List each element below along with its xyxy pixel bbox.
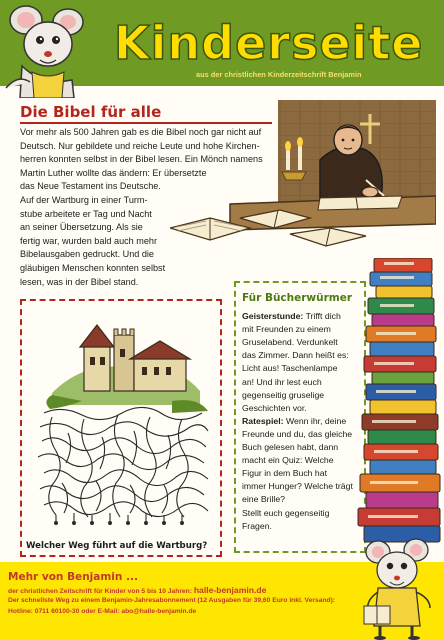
article-line: gläubigen Menschen konnten selbst bbox=[20, 263, 166, 273]
bookworm-line: Freunde und du, das gleiche bbox=[242, 428, 353, 439]
bookworm-line: Geisterstunde: Trifft dich bbox=[242, 311, 341, 321]
maze-caption: Welcher Weg führt auf die Wartburg? bbox=[26, 541, 208, 551]
footer-hotline-line: Hotline: 0711 60100-30 oder E-Mail: abo@halle-benjamin.de bbox=[8, 608, 197, 615]
article-line: Martin Luther wollte das ändern: Er übersetzte bbox=[20, 167, 207, 178]
bookworm-line: immer Hunger? Welche trägt bbox=[242, 481, 353, 492]
footer-title: Mehr von Benjamin ... bbox=[8, 571, 138, 583]
footer-subscription-line: Der schnellste Weg zu einem Benjamin-Jahresabonnement (12 Ausgaben für 39,60 Euro inkl. Versand): bbox=[8, 597, 336, 604]
bookworm-title: Für Bücherwürmer bbox=[242, 292, 353, 304]
bookworm-line: Figur in dem Buch hat bbox=[242, 468, 327, 479]
article-line: Bibelausgaben gedruckt. Und die bbox=[20, 249, 154, 260]
maze-puzzle bbox=[20, 299, 222, 557]
bookworm-line: macht ein Quiz: Welche bbox=[242, 455, 334, 466]
bookworm-line: das Zimmer. Dann heißt es: bbox=[242, 350, 349, 361]
bookworm-line: Stellt euch gegenseitig bbox=[242, 507, 330, 518]
article-line: lesen, was in der Bibel stand. bbox=[20, 276, 139, 287]
bookworm-line: Ratespiel: Wenn ihr, deine bbox=[242, 415, 347, 426]
article-line: herren konnten selbst in der Bibel lesen. Ein Mönch namens bbox=[20, 154, 263, 165]
mouse-reading-icon bbox=[360, 536, 440, 640]
bookworm-line: eine Brille? bbox=[242, 494, 285, 505]
website-link[interactable]: halle-benjamin.de bbox=[193, 585, 267, 595]
article-line: stube arbeitete er Tag und Nacht bbox=[20, 208, 152, 219]
bookworm-line: Fragen. bbox=[242, 520, 272, 531]
bookworm-line: Licht aus! Taschenlampe bbox=[242, 363, 338, 374]
bookworm-line: Buch gelesen habt, dann bbox=[242, 442, 339, 452]
article-line: an seiner Übersetzung. Als sie bbox=[20, 222, 143, 233]
luther-writing-illustration bbox=[170, 100, 436, 250]
bookworm-line: mit Freunden zu einem bbox=[242, 324, 331, 335]
footer-info-line: der christlichen Zeitschrift für Kinder von 5 bis 10 Jahren: halle-benjamin.de bbox=[8, 585, 267, 595]
bookworm-line: Gruselabend. Verdunkelt bbox=[242, 337, 338, 348]
maze-illustration bbox=[22, 301, 220, 555]
page-subtitle: aus der christlichen Kinderzeitschrift Benjamin bbox=[196, 70, 362, 79]
article-line: das Neue Testament ins Deutsche. bbox=[20, 181, 161, 192]
article-line: Deutsch. Nur gebildete und reiche Leute und hohe Kirchen- bbox=[20, 140, 260, 151]
bookworm-line: an! Und ihr lest euch bbox=[242, 376, 322, 387]
page-title: Kinderseite bbox=[114, 16, 424, 70]
mouse-mascot-icon bbox=[2, 2, 102, 98]
bookworm-line: Geschichten vor. bbox=[242, 402, 307, 413]
book-stack-illustration bbox=[344, 258, 442, 544]
article-title: Die Bibel für alle bbox=[20, 103, 162, 121]
article-line: Vor mehr als 500 Jahren gab es die Bibel noch gar nicht auf bbox=[20, 127, 262, 137]
article-line: Auf der Wartburg in einer Turm- bbox=[20, 195, 148, 205]
article-line: fertig war, wurden bald auch mehr bbox=[20, 235, 157, 246]
bookworm-line: gegenseitig gruselige bbox=[242, 389, 325, 400]
